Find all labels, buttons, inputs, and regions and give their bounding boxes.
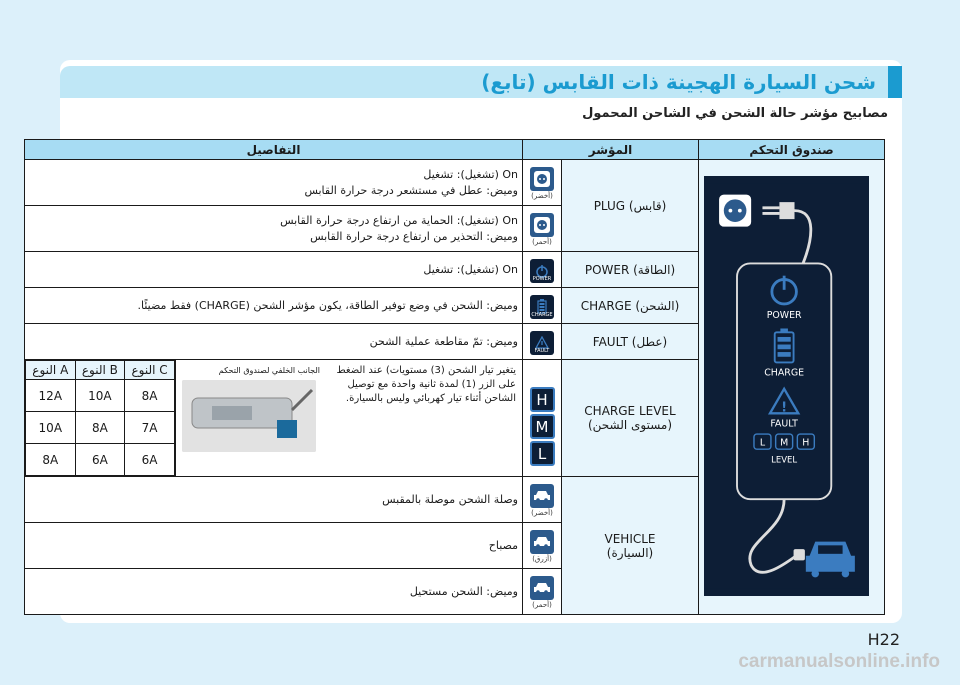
vehicle-green-indicator: (أخضر) [523, 477, 562, 523]
battery-icon: CHARGE [530, 295, 554, 319]
svg-text:H: H [802, 436, 810, 448]
power-icon: POWER [530, 259, 554, 283]
vehicle-green-details: وصلة الشحن موصلة بالمقبس [25, 477, 523, 523]
vehicle-blue-indicator: (أزرق) [523, 523, 562, 569]
charge-details: وميض: الشحن في وضع توفير الطاقة، يكون مؤشر الشحن (CHARGE) فقط مضيئًا. [25, 288, 523, 324]
plug-red-indicator: (أحمر) [523, 206, 562, 252]
charge-label: CHARGE (الشحن) [562, 288, 699, 324]
header-control-unit: صندوق التحكم [699, 140, 885, 160]
header-details: التفاصيل [25, 140, 523, 160]
vehicle-blue-details: مصباح [25, 523, 523, 569]
level-label: CHARGE LEVEL (مستوى الشحن) [562, 360, 699, 477]
indicator-table [24, 139, 885, 615]
watermark: carmanualsonline.info [738, 651, 940, 672]
power-indicator [523, 252, 562, 288]
level-l-icon: L [530, 441, 555, 466]
car-icon [530, 576, 554, 600]
fault-label: FAULT (عطل) [562, 324, 699, 360]
control-box-rear-photo: الجانب الخلفي لصندوق التحكم [182, 364, 320, 472]
vehicle-red-details: وميض: الشحن مستحيل [25, 569, 523, 615]
vehicle-label: VEHICLE (السيارة) [562, 477, 699, 615]
device-power-label: POWER [766, 309, 802, 321]
fault-details: وميض: تمّ مقاطعة عملية الشحن [25, 324, 523, 360]
control-box-cell [699, 160, 885, 615]
portable-charger-illustration [704, 176, 869, 596]
level-h-icon: H [530, 387, 555, 412]
plug-icon [530, 167, 554, 191]
charge-indicator [523, 288, 562, 324]
title-marker [888, 66, 902, 98]
vehicle-red-indicator: (أحمر) [523, 569, 562, 615]
plug-label: PLUG (قابس) [562, 160, 699, 252]
svg-text:!: ! [781, 399, 788, 415]
level-current-table: النوع A النوع B النوع C 12A 10A 8A 10A 8A 7A 8A 6A 6A [25, 360, 175, 476]
device-level-label: LEVEL [771, 453, 798, 464]
device-charge-label: CHARGE [764, 367, 805, 379]
power-label: POWER (الطاقة) [562, 252, 699, 288]
page-number: H22 [867, 630, 900, 649]
fault-indicator [523, 324, 562, 360]
car-icon [530, 484, 554, 508]
plug-icon [530, 213, 554, 237]
level-details [25, 360, 523, 477]
plug-green-details: On (تشغيل): تشغيل وميض: عطل في مستشعر درجة حرارة القابس [25, 160, 523, 206]
level-m-icon: M [530, 414, 555, 439]
car-icon [530, 530, 554, 554]
svg-text:L: L [759, 436, 766, 448]
device-fault-label: FAULT [770, 418, 798, 430]
svg-text:M: M [780, 436, 789, 448]
warning-icon: FAULT [530, 331, 554, 355]
level-note: يتغير تيار الشحن (3) مستويات) عند الضغط على الزر (1) لمدة ثانية واحدة مع توصيل الشاحن أثناء تيار كهربائي وليس بالسيارة. [336, 365, 516, 404]
level-indicators [523, 360, 562, 477]
plug-green-indicator: (أخضر) [523, 160, 562, 206]
plug-red-details: On (تشغيل): الحماية من ارتفاع درجة حرارة القابس وميض: التحذير من ارتفاع درجة حرارة القابس [25, 206, 523, 252]
title-bar [60, 66, 902, 98]
power-details: On (تشغيل): تشغيل [25, 252, 523, 288]
header-indicator: المؤشر [523, 140, 699, 160]
section-subtitle: مصابيح مؤشر حالة الشحن في الشاحن المحمول [582, 106, 888, 121]
page-title: شحن السيارة الهجينة ذات القابس (تابع) [481, 70, 876, 94]
